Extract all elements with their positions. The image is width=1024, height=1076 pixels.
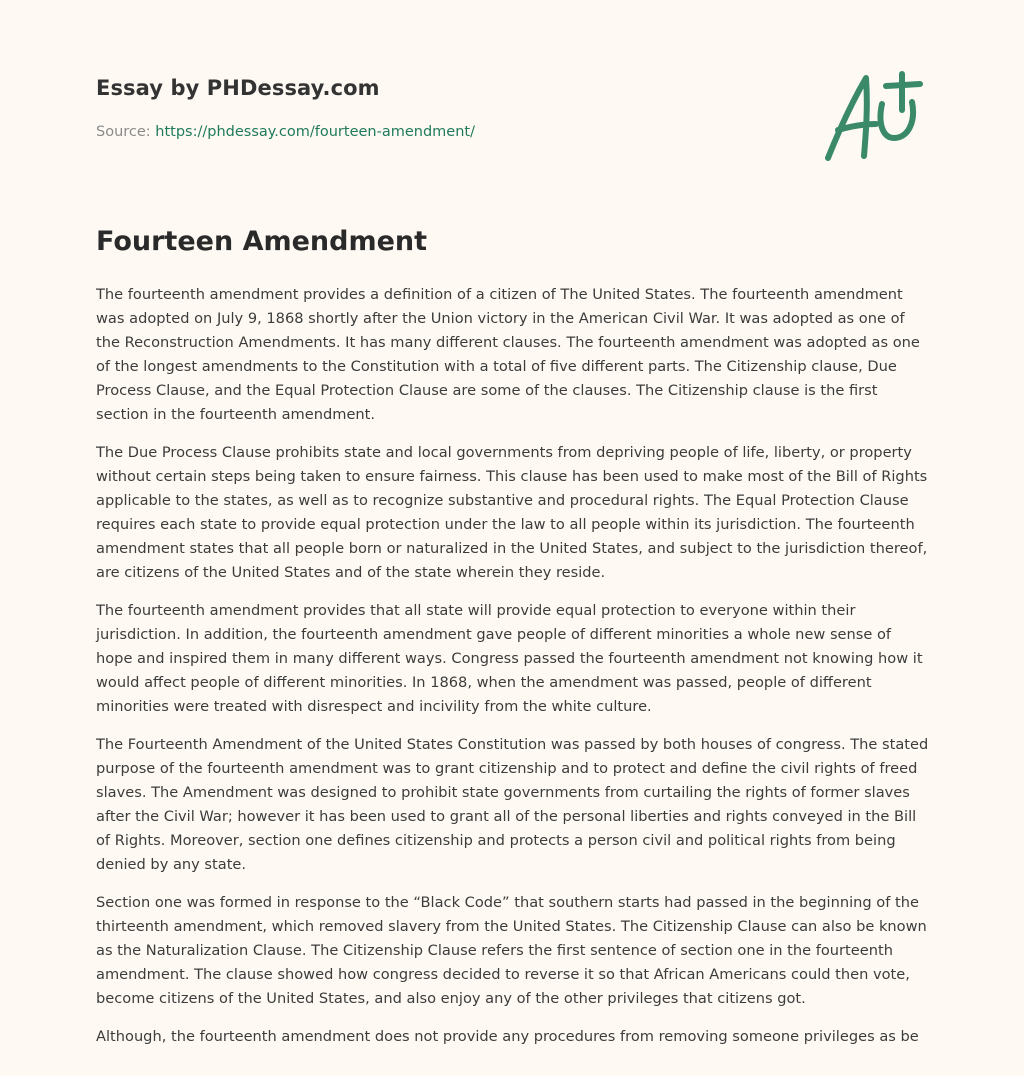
essay-paragraph: The fourteenth amendment provides a definition of a citizen of The United States. The fourteenth amendment was adopted on July 9, 1868 shortly after the Union victory in the American Civil War. It was adopted as one of the Reconstruction Amendments. It has many different clauses. The fourteenth amendment was adopted as one of the longest amendments to the Constitution with a total of five different parts. The Citizenship clause, Due Process Clause, and the Equal Protection Clause are some of the clauses. The Citizenship clause is the first section in the fourteenth amendment. xyxy=(96,286,920,423)
brand-title: Essay by PHDessay.com xyxy=(96,76,380,100)
essay-body xyxy=(96,283,932,1063)
page-header xyxy=(96,0,932,200)
essay-paragraph: Although, the fourteenth amendment does not provide any procedures from removing someone privileges as be xyxy=(96,1028,919,1045)
essay-paragraph: The Fourteenth Amendment of the United States Constitution was passed by both houses of congress. The stated purpose of the fourteenth amendment was to grant citizenship and to protect and define the civil rights of freed slaves. The Amendment was designed to prohibit state governments from curtailing the rights of former slaves after the Civil War; however it has been used to grant all of the personal liberties and rights conveyed in the Bill of Rights. Moreover, section one defines citizenship and protects a person civil and political rights from being denied by any state. xyxy=(96,736,929,873)
essay-paragraph: Section one was formed in response to the “Black Code” that southern starts had passed in the beginning of the thirteenth amendment, which removed slavery from the United States. The Citizenship Clause can also be known as the Naturalization Clause. The Citizenship Clause refers the first sentence of section one in the fourteenth amendment. The clause showed how congress decided to reverse it so that African Americans could then vote, become citizens of the United States, and also enjoy any of the other privileges that citizens got. xyxy=(96,894,927,1007)
source-link[interactable]: https://phdessay.com/fourteen-amendment/ xyxy=(155,124,475,140)
source-label: Source: xyxy=(96,124,156,140)
essay-paragraph: The Due Process Clause prohibits state and local governments from depriving people of life, liberty, or property without certain steps being taken to ensure fairness. This clause has been used to make most of the Bill of Rights applicable to the states, as well as to recognize substantive and procedural rights. The Equal Protection Clause requires each state to provide equal protection under the law to all people within its jurisdiction. The fourteenth amendment states that all people born or naturalized in the United States, and subject to the jurisdiction thereof, are citizens of the United States and of the state wherein they reside. xyxy=(96,444,928,581)
essay-page xyxy=(96,0,932,1045)
a-plus-logo-icon xyxy=(822,66,926,166)
essay-title: Fourteen Amendment xyxy=(96,226,428,257)
source-line xyxy=(96,124,475,140)
essay-paragraph: The fourteenth amendment provides that all state will provide equal protection to everyone within their jurisdiction. In addition, the fourteenth amendment gave people of different minorities a whole new sense of hope and inspired them in many different ways. Congress passed the fourteenth amendment not knowing how it would affect people of different minorities. In 1868, when the amendment was passed, people of different minorities were treated with disrespect and incivility from the white culture. xyxy=(96,602,923,715)
